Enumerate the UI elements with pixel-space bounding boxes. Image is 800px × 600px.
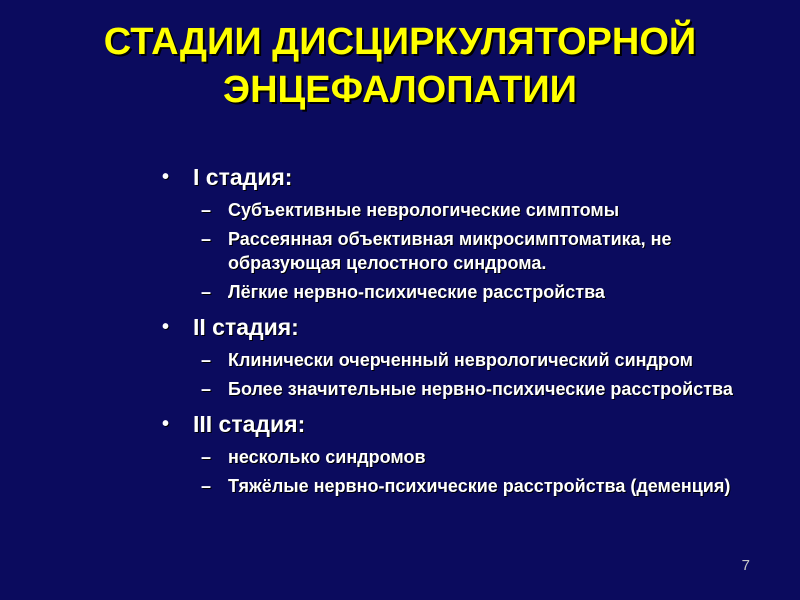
stage-heading: I стадия: (193, 164, 293, 190)
list-item (160, 445, 750, 469)
list-item (160, 198, 750, 222)
dash-icon: – (201, 282, 212, 302)
stage-3 (160, 409, 750, 498)
stage-1 (160, 162, 750, 304)
dash-icon: – (201, 350, 212, 370)
dash-icon: – (201, 476, 212, 496)
stage-3-heading-row (160, 409, 750, 439)
list-item-text: Тяжёлые нервно-психические расстройства (деменция) (228, 476, 731, 496)
list-item (160, 377, 750, 401)
bullet-icon: • (162, 166, 170, 188)
dash-icon: – (201, 379, 212, 399)
list-item (160, 348, 750, 372)
bullet-icon: • (162, 316, 170, 338)
page-number: 7 (741, 557, 750, 574)
title-line-2: ЭНЦЕФАЛОПАТИИ (223, 69, 577, 111)
dash-icon: – (201, 229, 212, 249)
dash-icon: – (201, 200, 212, 220)
title-line-1: СТАДИИ ДИСЦИРКУЛЯТОРНОЙ (103, 21, 697, 63)
bullet-icon: • (162, 413, 170, 435)
list-item-text: Лёгкие нервно-психические расстройства (228, 282, 605, 302)
list-item (160, 227, 750, 275)
list-item-text: Клинически очерченный неврологический синдром (228, 350, 693, 370)
stage-1-heading-row (160, 162, 750, 192)
stage-list (160, 162, 750, 503)
stage-heading: III стадия: (193, 411, 306, 437)
list-item (160, 474, 750, 498)
stage-2 (160, 312, 750, 401)
dash-icon: – (201, 447, 212, 467)
slide-title (0, 18, 800, 114)
list-item-text: Рассеянная объективная микросимптоматика, не образующая целостного синдрома. (228, 229, 672, 273)
list-item-text: Более значительные нервно-психические расстройства (228, 379, 733, 399)
stage-2-heading-row (160, 312, 750, 342)
list-item (160, 280, 750, 304)
list-item-text: Субъективные неврологические симптомы (228, 200, 620, 220)
list-item-text: несколько синдромов (228, 447, 426, 467)
stage-heading: II стадия: (193, 314, 299, 340)
